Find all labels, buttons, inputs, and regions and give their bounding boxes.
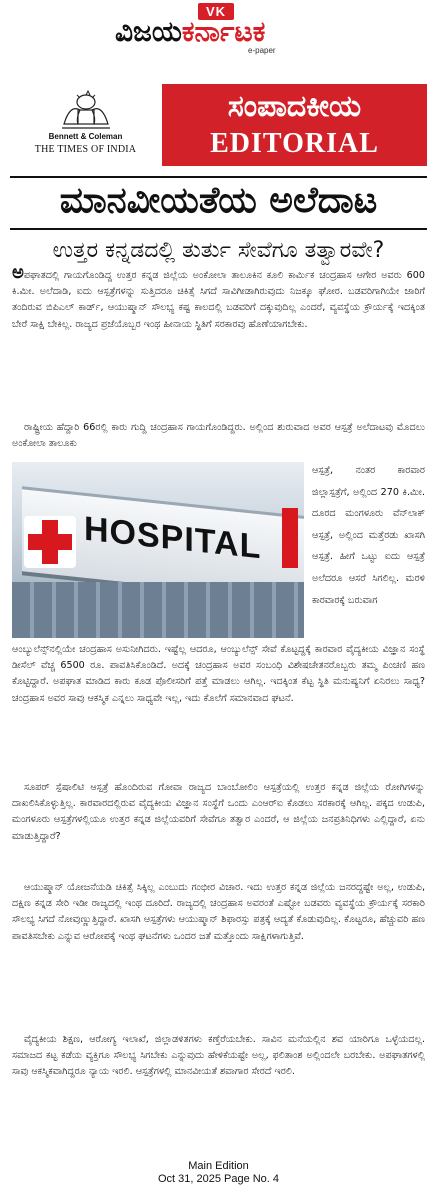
building-facade <box>12 582 304 638</box>
hospital-sign-text: HOSPITAL <box>84 509 262 567</box>
drop-cap: ಅ <box>12 262 24 283</box>
publisher-name: Bennett & Coleman <box>48 132 123 141</box>
article-paragraph-2-start: ರಾಷ್ಟ್ರೀಯ ಹೆದ್ದಾರಿ 66ರಲ್ಲಿ ಕಾರು ಗುದ್ದಿ ಚಂದ್ರಹಾಸ ಗಾಯಗೊಂಡಿದ್ದರು. ಅಲ್ಲಿಂದ ಶುರುವಾದ ಅವರ ಆಸ್ಪತ್ರೆ ಅಲೆದಾಟವು ಮೊದಲು ಅಂಕೋಲಾ ತಾಲೂಕು <box>12 422 425 450</box>
epaper-label: e-paper <box>248 46 276 55</box>
logo-text-vijaya: ವಿಜಯ <box>115 15 182 48</box>
masthead <box>0 0 437 66</box>
vk-logo-badge: VK <box>198 3 234 20</box>
editorial-label-english: EDITORIAL <box>210 128 379 159</box>
newspaper-logo <box>115 16 315 48</box>
toi-logo-box <box>10 84 162 166</box>
date-page-label: Oct 31, 2025 Page No. 4 <box>157 1173 280 1185</box>
crest-icon <box>58 90 114 130</box>
article-paragraph-2-wrap: ಆಸ್ಪತ್ರೆ, ನಂತರ ಕಾರವಾರ ಜಿಲ್ಲಾಸ್ಪತ್ರೆಗೆ, ಅಲ್ಲಿಂದ 270 ಕಿ.ಮೀ. ದೂರದ ಮಂಗಳೂರು ವೆನ್‌ಲಾಕ್ ಆಸ್ಪತ್ರೆ, ಅಲ್ಲಿಂದ ಮತ್ತೆರಡು ಖಾಸಗಿ ಆಸ್ಪತ್ರೆ. ಹೀಗೆ ಒಟ್ಟು ಐದು ಆಸ್ಪತ್ರೆ ಅಲೆದರೂ ಆಸರೆ ಸಿಗಲಿಲ್ಲ. ಮರಳಿ ಕಾರವಾರಕ್ಕೆ ಬರುವಾಗ <box>312 465 425 606</box>
paragraph-1-text: ಪಘಾತದಲ್ಲಿ ಗಾಯಗೊಂಡಿದ್ದ ಉತ್ತರ ಕನ್ನಡ ಜಿಲ್ಲೆಯ ಅಂಕೋಲಾ ತಾಲೂಕಿನ ಕೂಲಿ ಕಾರ್ಮಿಕ ಚಂದ್ರಹಾಸ ಆಗೇರ ಅವರು 600 ಕಿ.ಮೀ. ಅಲೆದಾಡಿ, ಐದು ಆಸ್ಪತ್ರೆಗಳನ್ನು ಸುತ್ತಿದರೂ ಚಿಕಿತ್ಸೆ ಸಿಗದೆ ಸಾವಿಗೀಡಾಗಿರುವುದು ನಿಜಕ್ಕೂ ಘೋರ. ಬಡವರಿಗಾಗಿಯೇ ಜಾರಿಗೆ ತಂದಿರುವ ಬಿಪಿಎಲ್ ಕಾರ್ಡ್, ಆಯುಷ್ಮಾನ್ ಸೌಲಭ್ಯ ಕಷ್ಟ ಕಾಲದಲ್ಲಿ ಬಡವರಿಗೆ ದಕ್ಕುವುದಿಲ್ಲ ಎಂದರೆ, ವ್ಯವಸ್ಥೆಯ ಕ್ರೌರ್ಯಕ್ಕೆ ಇದಕ್ಕಿಂತ ಬೇರೆ ಸಾಕ್ಷಿ ಬೇಕಿಲ್ಲ. ರಾಜ್ಯದ ಪ್ರಜೆಯೊಬ್ಬರ ಇಂಥ ಹೀನಾಯ ಸ್ಥಿತಿಗೆ ಸರಕಾರವು ಹೊಣೆಯಾಗಬೇಕು. <box>12 270 425 330</box>
logo-text-karnataka: ಕರ್ನಾಟಕ <box>181 15 266 48</box>
article-headline: ಮಾನವೀಯತೆಯ ಅಲೆದಾಟ <box>59 180 378 221</box>
headline-bottom-rule <box>10 228 427 230</box>
article-paragraph-3: ಸೂಪರ್ ಸ್ಪೆಷಾಲಿಟಿ ಆಸ್ಪತ್ರೆ ಹೊಂದಿರುವ ಗೋವಾ ರಾಜ್ಯದ ಬಾಂಬೋಲಿಂ ಆಸ್ಪತ್ರೆಯಲ್ಲಿ ಉತ್ತರ ಕನ್ನಡ ಜಿಲ್ಲೆಯ ರೋಗಿಗಳನ್ನು ದಾಖಲಿಸಿಕೊಳ್ಳುತ್ತಿಲ್ಲ. ಕಾರವಾರದಲ್ಲಿರುವ ವೈದ್ಯಕೀಯ ವಿಜ್ಞಾನ ಸಂಸ್ಥೆಗೆ ಒಂದು ಎಂಆರ್‌ಐ ಕೊಡಲು ಸರಕಾರಕ್ಕೆ ಆಗಿಲ್ಲ. ಪಕ್ಕದ ಉಡುಪಿ, ಮಂಗಳೂರು ಆಸ್ಪತ್ರೆಗಳಲ್ಲಿಯೂ ಉತ್ತರ ಕನ್ನಡ ಜಿಲ್ಲೆಯವರಿಗೆ ಸೇವೆಗೂ ತತ್ವಾರ ಎಂದರೆ, ಆ ಜಿಲ್ಲೆಯ ಜನಪ್ರತಿನಿಧಿಗಳು ಎಲ್ಲಿದ್ದಾರೆ, ಏನು ಮಾಡುತ್ತಿದ್ದಾರೆ? <box>12 782 425 842</box>
hospital-photo <box>12 462 304 638</box>
article-paragraph-5: ವೈದ್ಯಕೀಯ ಶಿಕ್ಷಣ, ಆರೋಗ್ಯ ಇಲಾಖೆ, ಜಿಲ್ಲಾಡಳಿತಗಳು ಕಣ್ತೆರೆಯಬೇಕು. ಸಾವಿನ ಮನೆಯಲ್ಲಿನ ಶವ ಯಾರಿಗೂ ಒಳ್ಳೆಯದಲ್ಲ. ಸಮಾಜದ ಕಟ್ಟ ಕಡೆಯ ವ್ಯಕ್ತಿಗೂ ಸೌಲಭ್ಯ ಸಿಗಬೇಕು ಎನ್ನುವುದು ಹೇಳಿಕೆಯಷ್ಟೇ ಅಲ್ಲ, ಫಲಿತಾಂಶ ಅಲ್ಲಿಂದಲೇ ಬರಬೇಕು. ಅಪಘಾತಗಳಲ್ಲಿ ಸಾವು ಆಕಸ್ಮಿಕವಾಗಿದ್ದರೂ ನ್ಯಾಯ ಇರಲಿ. ಆಸ್ಪತ್ರೆಗಳಲ್ಲಿ ಮಾನವೀಯತೆ ಶವಾಗಾರ ಸೇರದೆ ಇರಲಿ. <box>12 1034 425 1078</box>
edition-label: Main Edition <box>188 1160 249 1172</box>
editorial-label-kannada: ಸಂಪಾದಕೀಯ <box>227 89 362 124</box>
page-footer <box>0 1160 437 1186</box>
article-subheadline: ಉತ್ತರ ಕನ್ನಡದಲ್ಲಿ ತುರ್ತು ಸೇವೆಗೂ ತತ್ವಾರವೇ? <box>52 238 385 263</box>
article-paragraph-1 <box>12 262 425 333</box>
times-of-india-name: THE TIMES OF INDIA <box>34 144 137 155</box>
article-paragraph-4: ಆಯುಷ್ಮಾನ್ ಯೋಜನೆಯಡಿ ಚಿಕಿತ್ಸೆ ಸಿಕ್ಕಿಲ್ಲ ಎಂಬುದು ಗಂಭೀರ ವಿಚಾರ. ಇದು ಉತ್ತರ ಕನ್ನಡ ಜಿಲ್ಲೆಯ ಜನರದ್ದಷ್ಟೇ ಅಲ್ಲ, ಉಡುಪಿ, ದಕ್ಷಿಣ ಕನ್ನಡ ಸೇರಿ ಇಡೀ ರಾಜ್ಯದಲ್ಲಿ ಇಂಥ ದೂರಿದೆ. ರಾಜ್ಯದಲ್ಲಿ ಚಂದ್ರಹಾಸ ಅವರಂತೆ ಎಷ್ಟೋ ಬಡವರು ವ್ಯವಸ್ಥೆಯ ಕ್ರೌರ್ಯಕ್ಕೆ ಸರಕಾರಿ ಸೌಲಭ್ಯ ಸಿಗದೆ ನೋವುಣ್ಣುತ್ತಿದ್ದಾರೆ. ಖಾಸಗಿ ಆಸ್ಪತ್ರೆಗಳು ಆಯುಷ್ಮಾನ್ ಶಿಫಾರಸ್ಸು ಪತ್ರಕ್ಕೆ ಆದ್ಯತೆ ಕೊಡುವುದಿಲ್ಲ. ಕೊಟ್ಟರೂ, ಹೆಚ್ಚುವರಿ ಹಣ ಪಾವತಿಸಬೇಕು ಎನ್ನುವ ಆರೋಪಕ್ಕೆ ಇಂಥ ಘಟನೆಗಳು ಒಂದರ ಜತೆ ಮತ್ತೊಂದು ಸಾಕ್ಷಿಗಳಾಗುತ್ತಿವೆ. <box>12 882 425 942</box>
red-cross-icon-bar <box>28 534 72 550</box>
sign-red-edge <box>282 508 298 568</box>
article-paragraph-2-rest: ಆಂಬ್ಯುಲೆನ್ಸ್‌ನಲ್ಲಿಯೇ ಚಂದ್ರಹಾಸ ಅಸುನೀಗಿದರು. ಇಷ್ಟೆಲ್ಲ ಆದರೂ, ಆಂಬ್ಯುಲೆನ್ಸ್ ಸೇವೆ ಕೊಟ್ಟದ್ದಕ್ಕೆ ಕಾರವಾರ ವೈದ್ಯಕೀಯ ವಿಜ್ಞಾನ ಸಂಸ್ಥೆ ಡೀಸೆಲ್ ವೆಚ್ಚ 6500 ರೂ. ಪಾವತಿಸಿಕೊಂಡಿದೆ. ಅದಕ್ಕೆ ಚಂದ್ರಹಾಸ ಅವರ ಸಂಬಂಧಿ ವಿಶೇಷಚೇತನರೊಬ್ಬರು ತಮ್ಮ ಪಿಂಚಣಿ ಹಣ ಕೊಟ್ಟಿದ್ದಾರೆ. ಅಪಘಾತ ಮಾಡಿದ ಕಾರು ಕೂಡ ಪೊಲೀಸರಿಗೆ ಪತ್ತೆ ಮಾಡಲು ಆಗಿಲ್ಲ. ಇದಕ್ಕಿಂತ ಕೆಟ್ಟ ಸ್ಥಿತಿ ಮನುಷ್ಯನಿಗೆ ಏನಿರಲು ಸಾಧ್ಯ? ಚಂದ್ರಹಾಸ ಅವರ ಸಾವು ಆಕಸ್ಮಿಕ ಎನ್ನಲು ಸಾಧ್ಯವೇ ಇಲ್ಲ, ಇದು ಕೊಲೆಗೆ ಸಮಾನವಾದ ಘಟನೆ. <box>12 644 425 704</box>
editorial-label-box <box>162 84 427 166</box>
editorial-band <box>10 84 427 166</box>
